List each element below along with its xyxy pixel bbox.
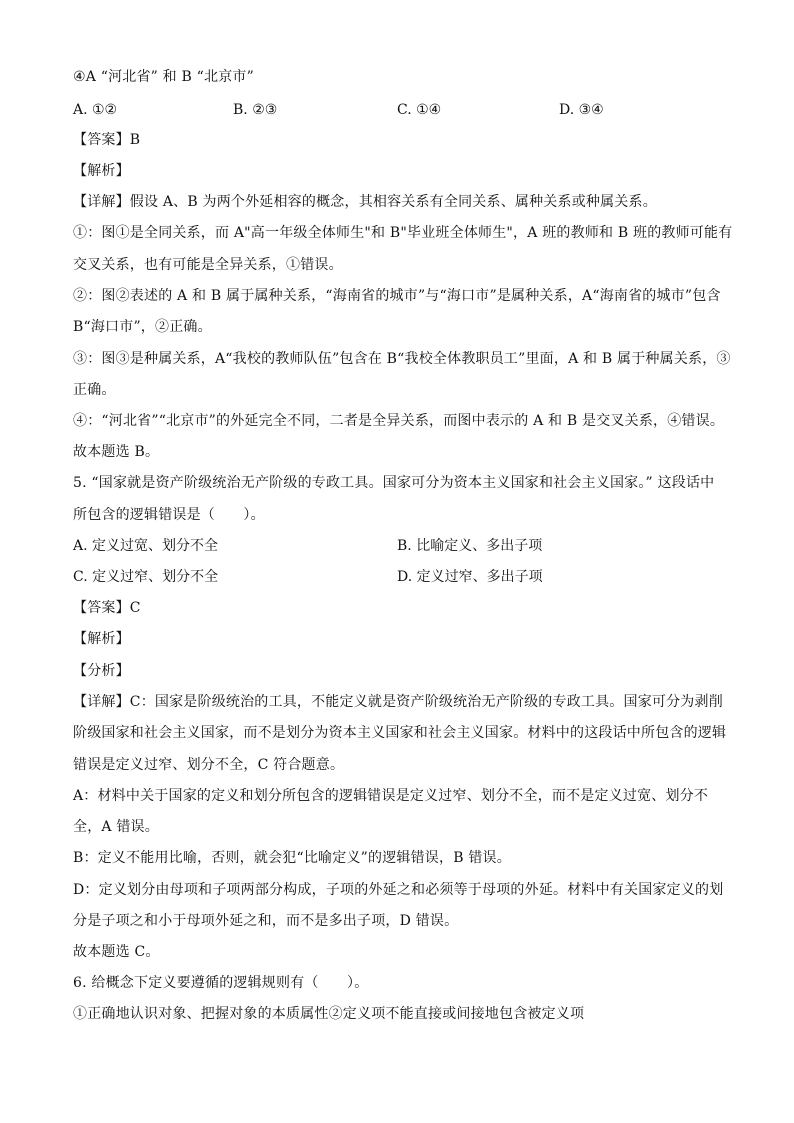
q4-explain-3b: 正确。: [73, 382, 116, 398]
q4-explain-3a: ③：图③是种属关系，A“我校的教师队伍”包含在 B“我校全体教职员工”里面，A 和 B 属于种属关系，③: [73, 351, 731, 367]
q5-fenxi-label: 【分析】: [73, 663, 130, 679]
q5-detail-2: 阶级国家和社会主义国家，而不是划分为资本主义国家和社会主义国家。材料中的这段话中所包含的逻辑: [73, 725, 727, 741]
q5-detail-1: 【详解】C：国家是阶级统治的工具，不能定义就是资产阶级统治无产阶级的专政工具。国家可分为剥削: [73, 694, 723, 710]
q5-explain-d-1: D：定义划分由母项和子项两部分构成，子项的外延之和必须等于母项的外延。材料中有关国家定义的划: [73, 882, 724, 898]
q5-option-a: A. 定义过宽、划分不全: [73, 538, 219, 554]
q5-option-d: D. 定义过窄、多出子项: [397, 569, 543, 585]
q5-conclusion: 故本题选 C。: [73, 944, 160, 960]
q5-analysis-label: 【解析】: [73, 631, 130, 647]
q4-item-4: ④A “河北省” 和 B “北京市”: [73, 69, 254, 85]
q4-explain-1b: 交叉关系，也有可能是全异关系，①错误。: [73, 257, 343, 273]
q6-stem: 6. 给概念下定义要遵循的逻辑规则有（ ）。: [73, 975, 369, 991]
q4-explain-1a: ①：图①是全同关系，而 A"高一年级全体师生"和 B"毕业班全体师生"，A 班的教师和 B 班的教师可能有: [73, 225, 733, 241]
q5-explain-a-2: 全，A 错误。: [73, 819, 159, 835]
q5-explain-a-1: A：材料中关于国家的定义和划分所包含的逻辑错误是定义过窄、划分不全，而不是定义过宽、划分不: [73, 788, 709, 804]
q5-option-b: B. 比喻定义、多出子项: [397, 538, 543, 554]
q5-answer: 【答案】C: [73, 600, 141, 616]
q4-option-d: D. ③④: [559, 102, 604, 118]
q4-option-a: A. ①②: [73, 102, 118, 118]
q5-explain-d-2: 分是子项之和小于母项外延之和，而不是多出子项，D 错误。: [73, 913, 459, 929]
q4-option-c: C. ①④: [397, 102, 442, 118]
q5-option-c: C. 定义过窄、划分不全: [73, 569, 219, 585]
q5-detail-3: 错误是定义过窄、划分不全，C 符合题意。: [73, 757, 345, 773]
q4-detail: 【详解】假设 A、B 为两个外延相容的概念，其相容关系有全同关系、属种关系或种属关系。: [73, 194, 657, 210]
q5-explain-b: B：定义不能用比喻，否则，就会犯“比喻定义”的逻辑错误，B 错误。: [73, 850, 511, 866]
q5-stem-2: 所包含的逻辑错误是（ ）。: [73, 507, 265, 523]
q4-option-b: B. ②③: [233, 102, 278, 118]
q4-explain-2a: ②：图②表述的 A 和 B 属于属种关系，“海南省的城市”与“海口市”是属种关系，A“海南省的城市”包含: [73, 288, 721, 304]
q4-answer: 【答案】B: [73, 132, 141, 148]
q6-items: ①正确地认识对象、把握对象的本质属性②定义项不能直接或间接地包含被定义项: [73, 1006, 585, 1022]
q4-explain-4: ④：“河北省”“北京市”的外延完全不同，二者是全异关系，而图中表示的 A 和 B 是交叉关系，④错误。: [73, 413, 725, 429]
q4-analysis-label: 【解析】: [73, 163, 130, 179]
q4-conclusion: 故本题选 B。: [73, 444, 160, 460]
q5-stem-1: 5. “国家就是资产阶级统治无产阶级的专政工具。国家可分为资本主义国家和社会主义国家。” 这段话中: [73, 475, 715, 491]
q4-explain-2b: B“海口市”，②正确。: [73, 319, 212, 335]
